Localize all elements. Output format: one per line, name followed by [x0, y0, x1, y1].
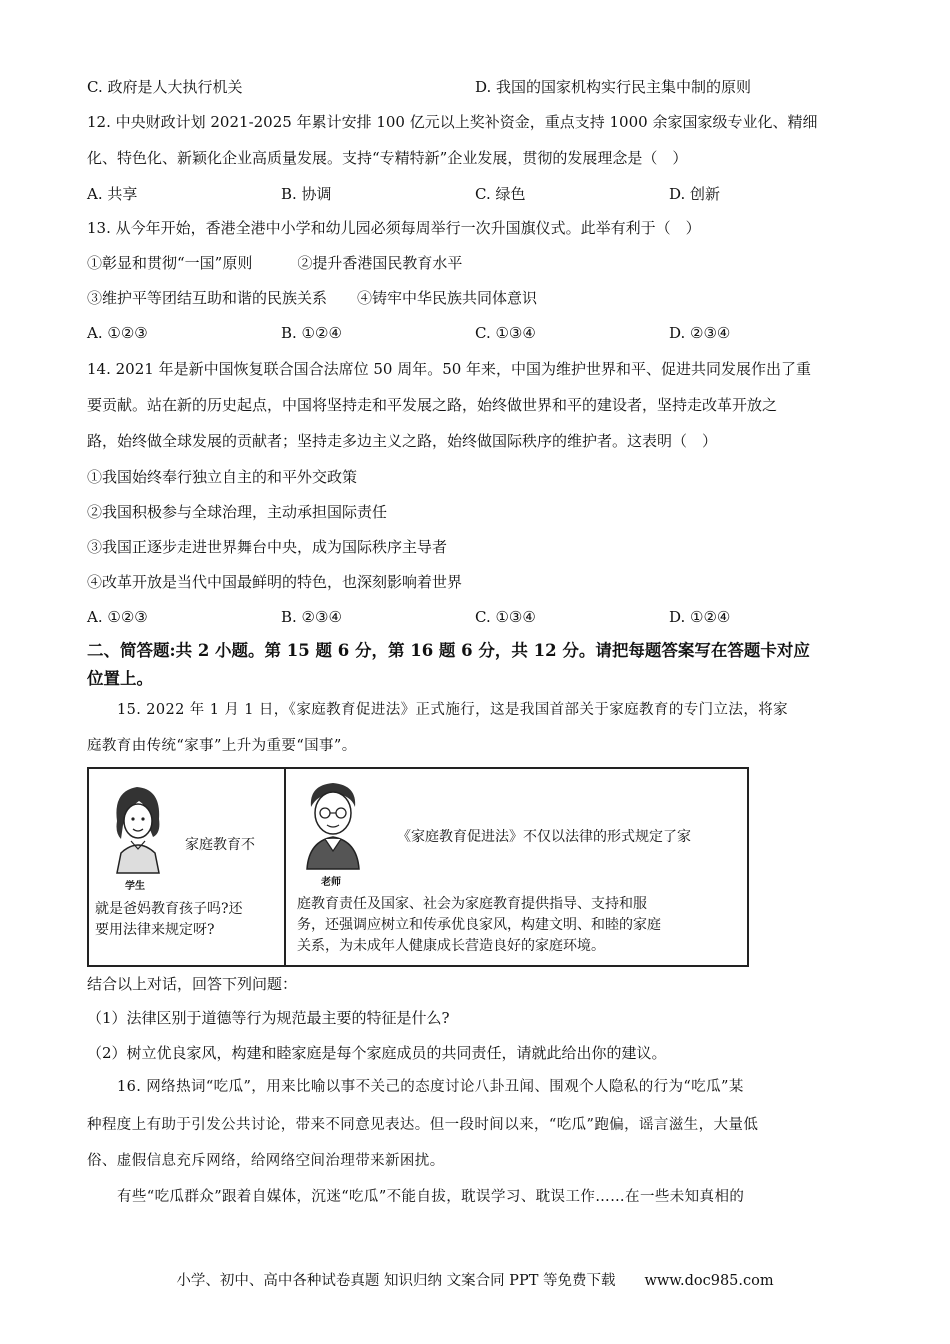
q14-statement-3: ③我国正逐步走进世界舞台中央，成为国际秩序主导者	[87, 538, 448, 556]
q16-stem-line3: 俗、虚假信息充斥网络，给网络空间治理带来新困扰。	[87, 1153, 445, 1169]
q13-stem: 13. 从今年开始，香港全港中小学和幼儿园必须每周举行一次升国旗仪式。此举有利于（ ）	[87, 219, 701, 237]
section-heading-line2: 位置上。	[87, 669, 153, 688]
q14-option-b: B. ②③④	[281, 608, 342, 626]
q12-option-a: A. 共享	[87, 185, 138, 203]
student-speech-line1: 家庭教育不	[185, 837, 255, 853]
q14-option-a: A. ①②③	[87, 608, 148, 626]
q14-option-c: C. ①③④	[475, 608, 536, 626]
q13-statements-3-4: ③维护平等团结互助和谐的民族关系 ④铸牢中华民族共同体意识	[87, 289, 538, 307]
q12-option-b: B. 协调	[281, 185, 332, 203]
q14-statement-4: ④改革开放是当代中国最鲜明的特色，也深刻影响着世界	[87, 573, 463, 591]
q13-option-d: D. ②③④	[669, 324, 731, 342]
teacher-speech-line2: 庭教育责任及国家、社会为家庭教育提供指导、支持和服	[297, 896, 647, 912]
q12-option-d: D. 创新	[669, 185, 721, 203]
q14-stem-line3: 路，始终做全球发展的贡献者；坚持走多边主义之路，始终做国际秩序的维护者。这表明（ ）	[87, 432, 718, 450]
student-speech-line2: 就是爸妈教育孩子吗?还	[95, 901, 243, 917]
q15-stem-line2: 庭教育由传统“家事”上升为重要“国事”。	[87, 738, 357, 754]
q15-subquestion-2: （2）树立优良家风，构建和睦家庭是每个家庭成员的共同责任，请就此给出你的建议。	[87, 1044, 667, 1062]
q16-stem-line1: 16. 网络热词“吃瓜”，用来比喻以事不关己的态度讨论八卦丑闻、围观个人隐私的行为“吃瓜”某	[117, 1079, 744, 1095]
q16-stem-line4: 有些“吃瓜群众”跟着自媒体，沉迷“吃瓜”不能自拔，耽误学习、耽误工作……在一些未知真相的	[117, 1189, 745, 1205]
q13-option-a: A. ①②③	[87, 324, 148, 342]
q14-statement-2: ②我国积极参与全球治理，主动承担国际责任	[87, 503, 388, 521]
q12-stem-line2: 化、特色化、新颖化企业高质量发展。支持“专精特新”企业发展，贯彻的发展理念是（ ）	[87, 149, 688, 167]
q13-option-b: B. ①②④	[281, 324, 342, 342]
teacher-speech-line4: 关系，为未成年人健康成长营造良好的家庭环境。	[297, 938, 605, 954]
q13-statements-1-2: ①彰显和贯彻“一国”原则 ②提升香港国民教育水平	[87, 254, 463, 272]
page-footer: 小学、初中、高中各种试卷真题 知识归纳 文案合同 PPT 等免费下载 www.doc985.com	[176, 1273, 774, 1289]
student-caption: 学生	[125, 881, 145, 892]
q15-prompt: 结合以上对话，回答下列问题：	[87, 975, 298, 993]
q15-subquestion-1: （1）法律区别于道德等行为规范最主要的特征是什么?	[87, 1009, 450, 1027]
student-speech-line3: 要用法律来规定呀?	[95, 922, 215, 938]
q13-option-c: C. ①③④	[475, 324, 536, 342]
q14-option-d: D. ①②④	[669, 608, 731, 626]
dialogue-divider	[284, 769, 286, 965]
q11-option-d: D. 我国的国家机构实行民主集中制的原则	[475, 78, 752, 96]
q14-statement-1: ①我国始终奉行独立自主的和平外交政策	[87, 468, 358, 486]
q15-stem-line1: 15. 2022 年 1 月 1 日，《家庭教育促进法》正式施行，这是我国首部关于家庭教育的专门立法，将家	[117, 702, 789, 718]
section-heading-line1: 二、简答题:共 2 小题。第 15 题 6 分，第 16 题 6 分，共 12 分。请把每题答案写在答题卡对应	[87, 641, 810, 660]
q16-stem-line2: 种程度上有助于引发公共讨论，带来不同意见表达。但一段时间以来，“吃瓜”跑偏，谣言滋生，大量低	[87, 1117, 759, 1133]
teacher-speech-line3: 务，还强调应树立和传承优良家风，构建文明、和睦的家庭	[297, 917, 661, 933]
q12-stem-line1: 12. 中央财政计划 2021-2025 年累计安排 100 亿元以上奖补资金，重点支持 1000 余家国家级专业化、精细	[87, 113, 818, 131]
q14-stem-line2: 要贡献。站在新的历史起点，中国将坚持走和平发展之路，始终做世界和平的建设者，坚持走改革开放之	[87, 396, 778, 414]
teacher-caption: 老师	[321, 877, 341, 888]
q14-stem-line1: 14. 2021 年是新中国恢复联合国合法席位 50 周年。50 年来，中国为维护世界和平、促进共同发展作出了重	[87, 360, 812, 378]
teacher-speech-line1: 《家庭教育促进法》不仅以法律的形式规定了家	[397, 829, 691, 845]
q11-option-c: C. 政府是人大执行机关	[87, 78, 243, 96]
student-illustration	[103, 779, 173, 879]
teacher-illustration	[295, 777, 371, 877]
q12-option-c: C. 绿色	[475, 185, 526, 203]
dialogue-box	[87, 767, 749, 967]
